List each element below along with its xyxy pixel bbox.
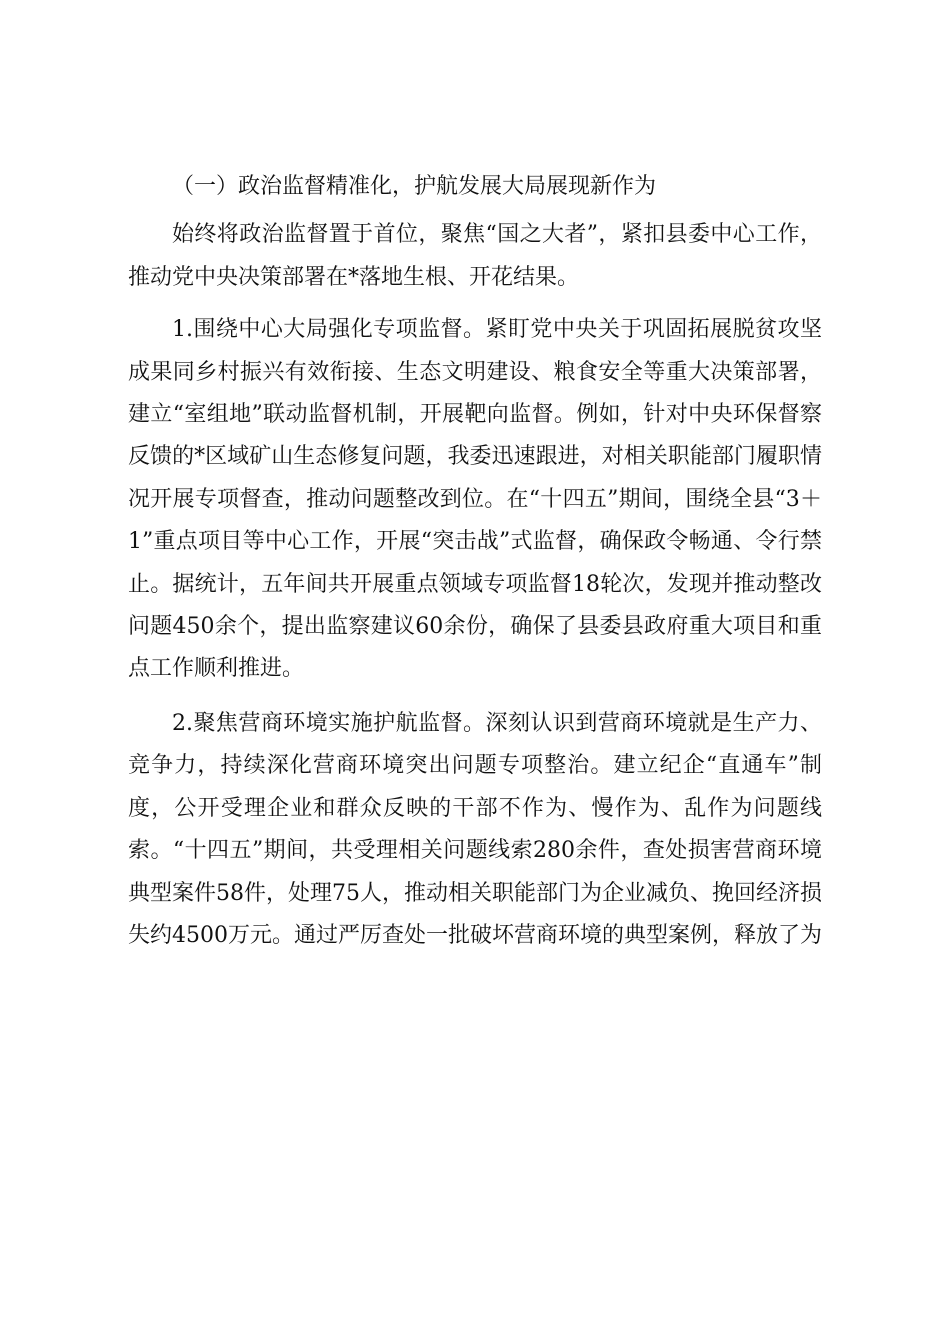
paragraph-intro: 始终将政治监督置于首位，聚焦“国之大者”，紧扣县委中心工作，推动党中央决策部署在*落地生根、开花结果。 xyxy=(128,222,822,290)
section-heading: （一）政治监督精准化，护航发展大局展现新作为 xyxy=(172,174,657,199)
document-body xyxy=(128,166,822,957)
paragraph-special-supervision: 1.围绕中心大局强化专项监督。紧盯党中央关于巩固拓展脱贫攻坚成果同乡村振兴有效衔接、生态文明建设、粮食安全等重大决策部署，建立“室组地”联动监督机制，开展靶向监督。例如，针对中央环保督察反馈的*区域矿山生态修复问题，我委迅速跟进，对相关职能部门履职情况开展专项督查，推动问题整改到位。在“十四五”期间，围绕全县“3＋1”重点项目等中心工作，开展“突击战”式监督，确保政令畅通、令行禁止。据统计，五年间共开展重点领域专项监督18轮次，发现并推动整改问题450余个，提出监察建议60余份，确保了县委县政府重大项目和重点工作顺利推进。 xyxy=(128,317,822,682)
paragraph-business-environment: 2.聚焦营商环境实施护航监督。深刻认识到营商环境就是生产力、竞争力，持续深化营商环境突出问题专项整治。建立纪企“直通车”制度，公开受理企业和群众反映的干部不作为、慢作为、乱作为问题线索。“十四五”期间，共受理相关问题线索280余件，查处损害营商环境典型案件58件，处理75人，推动相关职能部门为企业减负、挽回经济损失约4500万元。通过严厉查处一批破坏营商环境的典型案例，释放了为 xyxy=(128,710,822,948)
